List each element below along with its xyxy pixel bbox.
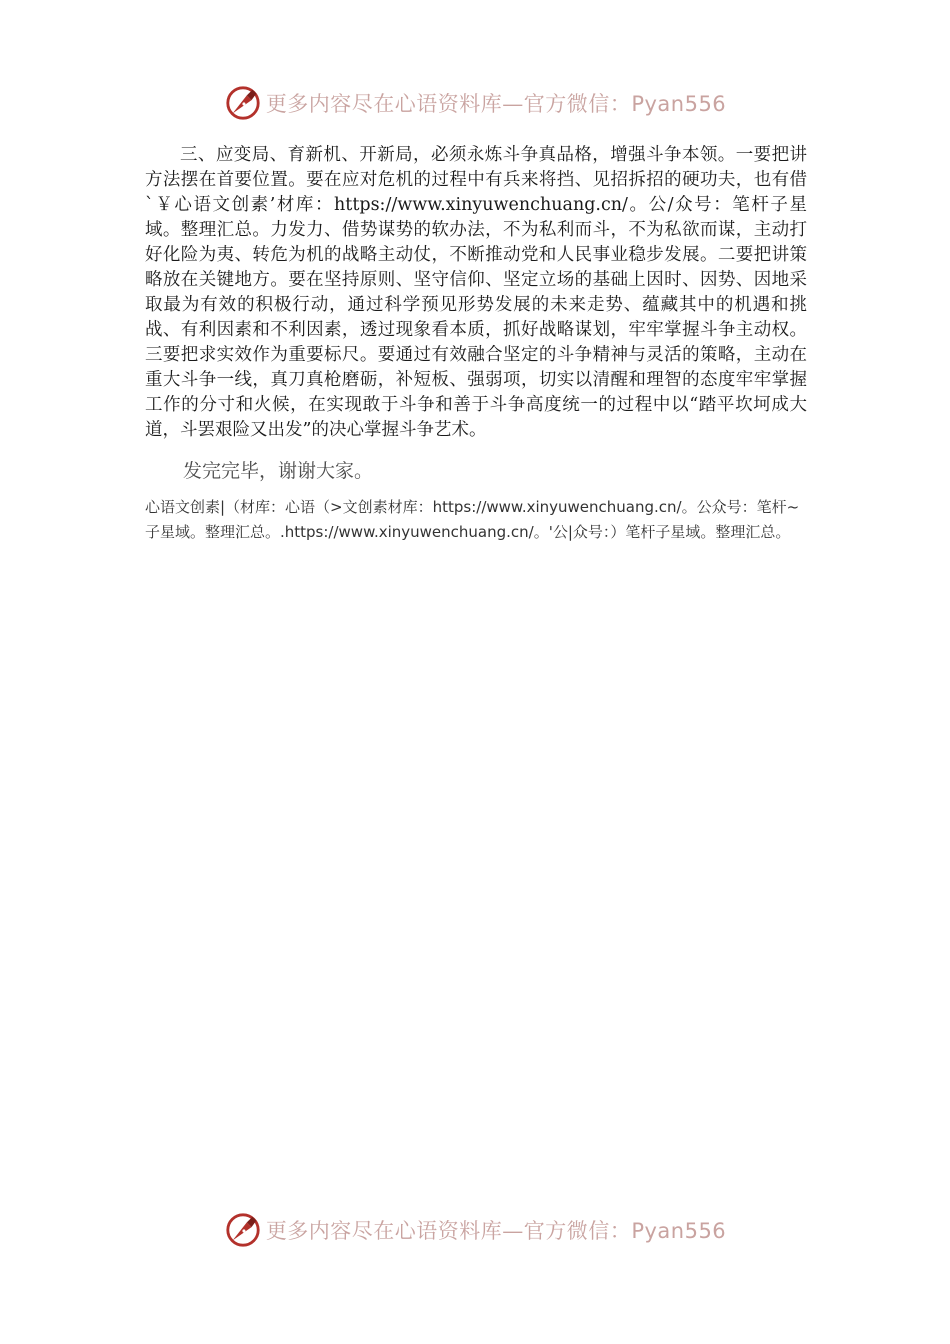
source-note: 心语文创素|（材库：心语（>文创素材库：https://www.xinyuwenchuang.cn/。公众号：笔杆~子星域。整理汇总。.https://www.xinyuwenchuang.cn/。'公|众号：）笔杆子星域。整理汇总。 — [145, 498, 800, 541]
header-wechat-id: Pyan556 — [631, 92, 727, 116]
header-banner — [0, 83, 950, 123]
footer-banner-label: 更多内容尽在心语资料库—官方微信： — [265, 1219, 632, 1243]
footer-banner — [0, 1210, 950, 1250]
header-banner-label: 更多内容尽在心语资料库—官方微信： — [265, 92, 632, 116]
document-body — [145, 143, 807, 545]
pen-nib-logo-icon — [224, 1211, 262, 1249]
footer-wechat-id: Pyan556 — [631, 1219, 727, 1243]
body-paragraph: 三、应变局、育新机、开新局，必须永炼斗争真品格，增强斗争本领。一要把讲方法摆在首要位置。要在应对危机的过程中有兵来将挡、见招拆招的硬功夫，也有借`￥心语文创素’材库：https://www.xinyuwenchuang.cn/。公/众号：笔杆子星域。整理汇总。力发力、借势谋势的软办法，不为私利而斗，不为私欲而谋，主动打好化险为夷、转危为机的战略主动仗，不断推动党和人民事业稳步发展。二要把讲策略放在关键地方。要在坚持原则、坚守信仰、坚定立场的基础上因时、因势、因地采取最为有效的积极行动，通过科学预见形势发展的未来走势、蕴藏其中的机遇和挑战、有利因素和不利因素，透过现象看本质，抓好战略谋划，牢牢掌握斗争主动权。三要把求实效作为重要标尺。要通过有效融合坚定的斗争精神与灵活的策略，主动在重大斗争一线，真刀真枪磨砺，补短板、强弱项，切实以清醒和理智的态度牢牢掌握工作的分寸和火候，在实现敢于斗争和善于斗争高度统一的过程中以“踏平坎坷成大道，斗罢艰险又出发”的决心掌握斗争艺术。 — [145, 145, 807, 440]
footer-banner-text — [266, 1215, 726, 1245]
header-banner-text — [266, 88, 726, 118]
pen-nib-logo-icon — [224, 84, 262, 122]
closing-line: 发完完毕，谢谢大家。 — [183, 460, 374, 482]
